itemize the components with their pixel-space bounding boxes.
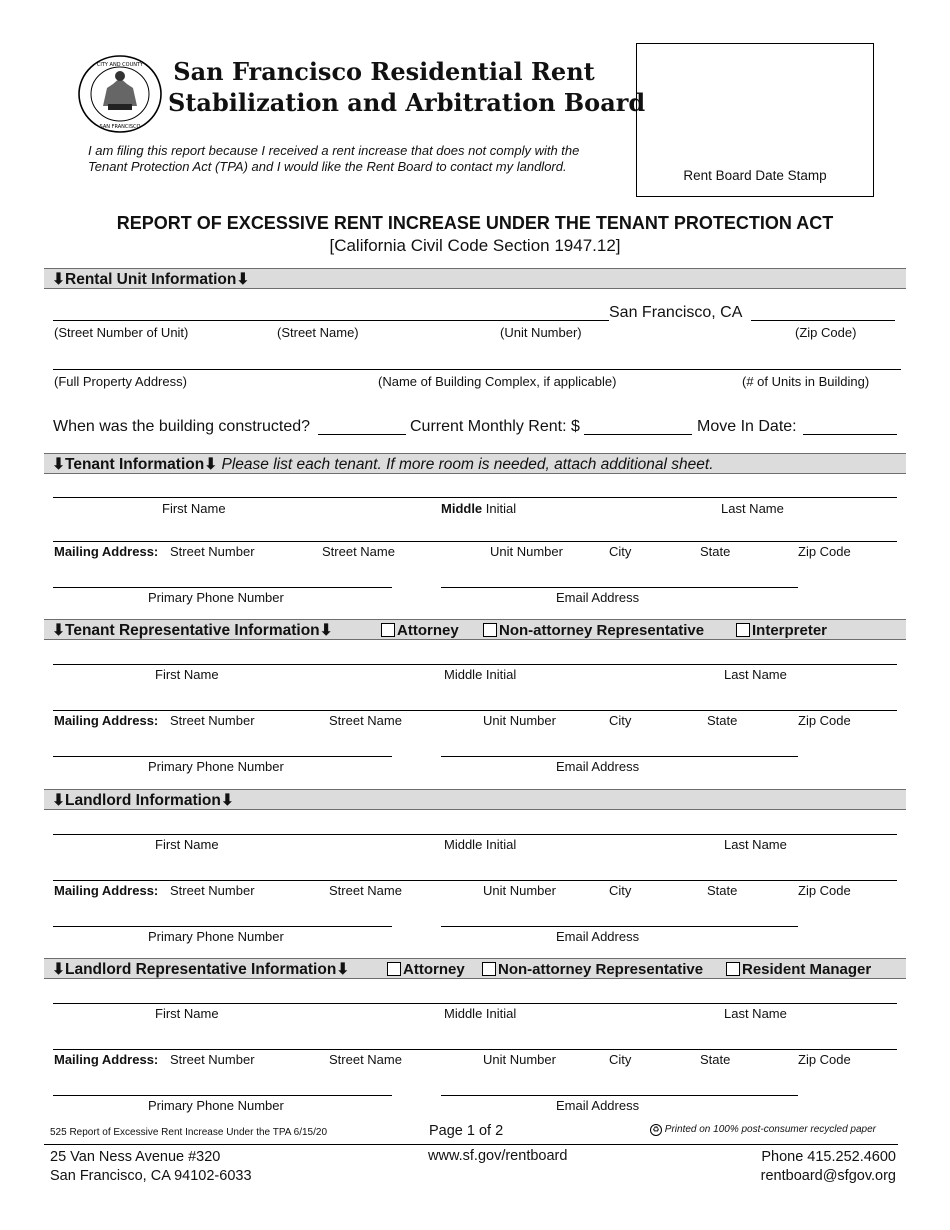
landlord-rep-label-street-name: Street Name xyxy=(329,1052,402,1067)
unit-address-line[interactable] xyxy=(53,320,609,321)
tenant-rep-phone-line[interactable] xyxy=(53,756,392,757)
date-stamp-box xyxy=(636,43,874,197)
landlord-label-zip: Zip Code xyxy=(798,883,851,898)
landlord-rep-email-line[interactable] xyxy=(441,1095,798,1096)
tenant-rep-label-zip: Zip Code xyxy=(798,713,851,728)
checkbox-icon xyxy=(736,623,750,637)
checkbox-icon xyxy=(381,623,395,637)
landlord-rep-nonattorney-checkbox[interactable]: Non-attorney Representative xyxy=(482,961,703,978)
checkbox-icon xyxy=(387,962,401,976)
tenant-label-street-name: Street Name xyxy=(322,544,395,559)
landlord-label-state: State xyxy=(707,883,738,898)
page-number: Page 1 of 2 xyxy=(429,1123,504,1139)
checkbox-icon xyxy=(483,623,497,637)
tenant-rep-label-last: Last Name xyxy=(724,667,787,682)
city-state-text: San Francisco, CA xyxy=(609,304,743,321)
tenant-name-line[interactable] xyxy=(53,497,897,498)
tenant-rep-label-phone: Primary Phone Number xyxy=(148,759,284,774)
tenant-rep-address-line[interactable] xyxy=(53,710,897,711)
label-constructed: When was the building constructed? xyxy=(53,418,311,435)
landlord-rep-phone-line[interactable] xyxy=(53,1095,392,1096)
move-in-line[interactable] xyxy=(803,434,897,435)
date-stamp-label: Rent Board Date Stamp xyxy=(683,168,827,183)
tenant-rep-attorney-checkbox[interactable]: Attorney xyxy=(381,622,459,639)
tenant-note: Please list each tenant. If more room is needed, attach additional sheet. xyxy=(221,456,714,473)
footer-website[interactable]: www.sf.gov/rentboard xyxy=(428,1148,568,1164)
landlord-label-phone: Primary Phone Number xyxy=(148,929,284,944)
tenant-rep-label-street-name: Street Name xyxy=(329,713,402,728)
recycle-icon: ♻ xyxy=(650,1124,662,1136)
checkbox-icon xyxy=(726,962,740,976)
landlord-rep-label-city: City xyxy=(609,1052,632,1067)
board-name-line2: Stabilization and Arbitration Board xyxy=(168,88,646,117)
checkbox-icon xyxy=(482,962,496,976)
label-num-units: (# of Units in Building) xyxy=(742,374,870,389)
tenant-rep-label-state: State xyxy=(707,713,738,728)
landlord-label-mailing: Mailing Address: xyxy=(54,883,159,898)
tenant-heading: Tenant Information xyxy=(65,456,205,473)
label-full-address: (Full Property Address) xyxy=(54,374,187,389)
landlord-rep-address-line[interactable] xyxy=(53,1049,897,1050)
landlord-label-middle: Middle Initial xyxy=(444,837,517,852)
landlord-label-email: Email Address xyxy=(556,929,640,944)
zip-line[interactable] xyxy=(751,320,895,321)
landlord-rep-label-zip: Zip Code xyxy=(798,1052,851,1067)
landlord-band: ⬇Landlord Information⬇ xyxy=(44,789,906,810)
tenant-rep-label-middle: Middle Initial xyxy=(444,667,517,682)
tenant-label-middle: Middle Initial xyxy=(441,501,517,516)
tenant-address-line[interactable] xyxy=(53,541,897,542)
tenant-rep-nonattorney-checkbox[interactable]: Non-attorney Representative xyxy=(483,622,704,639)
intro-statement: I am filing this report because I received a rent increase that does not comply with the Tenant Protection Act (TPA) and I would like the Rent Board to contact my landlord. xyxy=(88,143,580,174)
landlord-label-unit-number: Unit Number xyxy=(483,883,556,898)
tenant-label-first: First Name xyxy=(162,501,226,516)
tenant-email-line[interactable] xyxy=(441,587,798,588)
landlord-rep-label-email: Email Address xyxy=(556,1098,640,1113)
landlord-rep-label-street-number: Street Number xyxy=(170,1052,255,1067)
tenant-rep-interpreter-checkbox[interactable]: Interpreter xyxy=(736,622,827,639)
landlord-label-city: City xyxy=(609,883,632,898)
full-address-line[interactable] xyxy=(53,369,901,370)
landlord-phone-line[interactable] xyxy=(53,926,392,927)
tenant-rep-band: ⬇Tenant Representative Information⬇ Attorney Non-attorney Representative Interpreter xyxy=(44,619,906,640)
landlord-name-line[interactable] xyxy=(53,834,897,835)
footer-address: 25 Van Ness Avenue #320 San Francisco, CA 94102-6033 xyxy=(50,1149,252,1184)
landlord-label-first: First Name xyxy=(155,837,219,852)
tenant-label-street-number: Street Number xyxy=(170,544,255,559)
tenant-label-state: State xyxy=(700,544,731,559)
tenant-label-zip: Zip Code xyxy=(798,544,851,559)
label-street-number-unit: (Street Number of Unit) xyxy=(54,325,189,340)
board-name xyxy=(168,56,646,118)
tenant-label-last: Last Name xyxy=(721,501,784,516)
landlord-rep-manager-checkbox[interactable]: Resident Manager xyxy=(726,961,871,978)
tenant-rep-label-first: First Name xyxy=(155,667,219,682)
landlord-email-line[interactable] xyxy=(441,926,798,927)
landlord-rep-heading: Landlord Representative Information xyxy=(65,961,337,978)
tenant-rep-label-unit-number: Unit Number xyxy=(483,713,556,728)
form-title: REPORT OF EXCESSIVE RENT INCREASE UNDER THE TENANT PROTECTION ACT xyxy=(116,213,834,233)
tenant-label-email: Email Address xyxy=(556,590,640,605)
footer-phone: Phone 415.252.4600 xyxy=(761,1149,896,1165)
tenant-phone-line[interactable] xyxy=(53,587,392,588)
tenant-band: ⬇Tenant Information⬇ Please list each tenant. If more room is needed, attach additional sheet. xyxy=(44,453,906,474)
landlord-rep-label-middle: Middle Initial xyxy=(444,1006,517,1021)
landlord-rep-label-last: Last Name xyxy=(724,1006,787,1021)
city-seal-logo xyxy=(77,54,163,134)
landlord-rep-label-state: State xyxy=(700,1052,731,1067)
tenant-rep-email-line[interactable] xyxy=(441,756,798,757)
label-move-in: Move In Date: xyxy=(697,418,797,435)
tenant-rep-label-mailing: Mailing Address: xyxy=(54,713,159,728)
tenant-label-city: City xyxy=(609,544,632,559)
tenant-label-phone: Primary Phone Number xyxy=(148,590,284,605)
tenant-label-mailing: Mailing Address: xyxy=(54,544,159,559)
label-zip-unit: (Zip Code) xyxy=(795,325,857,340)
recycled-note: ♻ Printed on 100% post-consumer recycled paper xyxy=(650,1124,876,1136)
landlord-rep-label-phone: Primary Phone Number xyxy=(148,1098,284,1113)
landlord-rep-label-first: First Name xyxy=(155,1006,219,1021)
landlord-rep-label-unit-number: Unit Number xyxy=(483,1052,556,1067)
footer-divider xyxy=(44,1144,898,1145)
label-monthly-rent: Current Monthly Rent: $ xyxy=(410,418,580,435)
landlord-label-street-name: Street Name xyxy=(329,883,402,898)
rent-line[interactable] xyxy=(584,434,692,435)
label-unit-number-unit: (Unit Number) xyxy=(500,325,582,340)
constructed-line[interactable] xyxy=(318,434,406,435)
rental-unit-band: ⬇Rental Unit Information⬇ xyxy=(44,268,906,289)
form-subtitle: [California Civil Code Section 1947.12] xyxy=(329,236,621,255)
landlord-label-last: Last Name xyxy=(724,837,787,852)
tenant-rep-label-city: City xyxy=(609,713,632,728)
landlord-rep-name-line[interactable] xyxy=(53,1003,897,1004)
footer-contact xyxy=(761,1148,896,1186)
landlord-rep-label-mailing: Mailing Address: xyxy=(54,1052,159,1067)
label-street-name-unit: (Street Name) xyxy=(277,325,359,340)
svg-text:CITY AND COUNTY: CITY AND COUNTY xyxy=(96,62,144,68)
landlord-rep-attorney-checkbox[interactable]: Attorney xyxy=(387,961,465,978)
label-complex-name: (Name of Building Complex, if applicable) xyxy=(378,374,617,389)
tenant-rep-label-street-number: Street Number xyxy=(170,713,255,728)
landlord-heading: Landlord Information xyxy=(65,792,221,809)
board-name-line1: San Francisco Residential Rent xyxy=(173,57,595,86)
landlord-address-line[interactable] xyxy=(53,880,897,881)
form-id: 525 Report of Excessive Rent Increase Under the TPA 6/15/20 xyxy=(50,1127,328,1138)
tenant-rep-heading: Tenant Representative Information xyxy=(65,622,320,639)
landlord-label-street-number: Street Number xyxy=(170,883,255,898)
tenant-rep-label-email: Email Address xyxy=(556,759,640,774)
tenant-label-unit-number: Unit Number xyxy=(490,544,563,559)
footer-email[interactable]: rentboard@sfgov.org xyxy=(760,1168,896,1184)
tenant-rep-name-line[interactable] xyxy=(53,664,897,665)
rental-unit-heading: Rental Unit Information xyxy=(65,271,237,288)
landlord-rep-band: ⬇Landlord Representative Information⬇ Attorney Non-attorney Representative Resident Manager xyxy=(44,958,906,979)
svg-text:SAN FRANCISCO: SAN FRANCISCO xyxy=(99,124,141,130)
